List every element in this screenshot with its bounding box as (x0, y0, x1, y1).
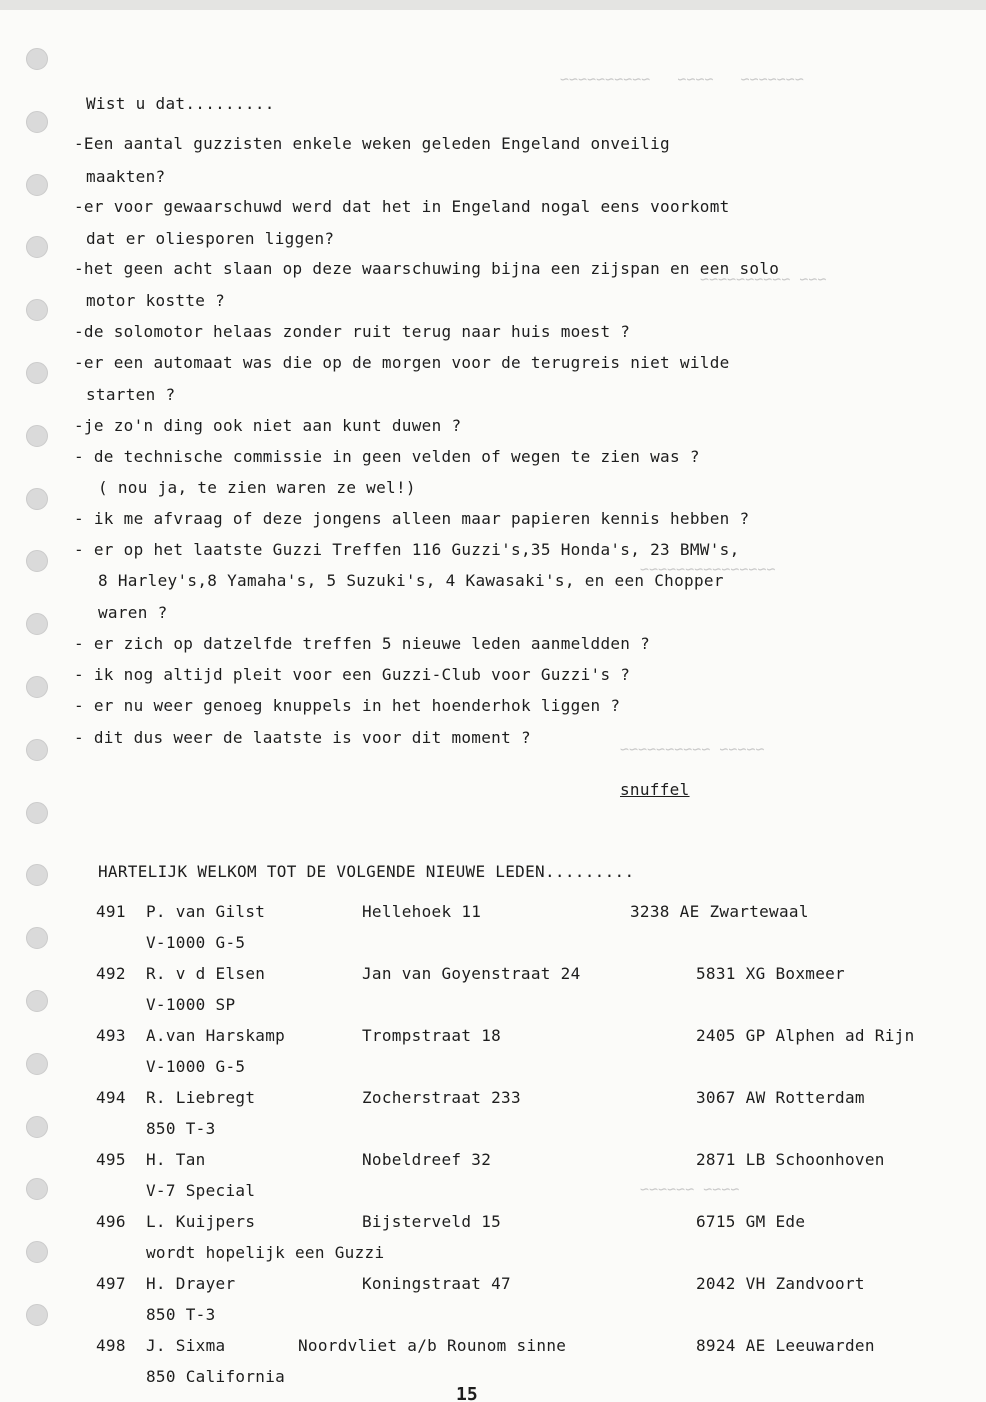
list-item: -Een aantal guzzisten enkele weken geleden Engeland onveilig (74, 134, 670, 153)
binder-hole (26, 236, 48, 258)
member-bike: wordt hopelijk een Guzzi (146, 1243, 385, 1262)
bleed-through: ~~~~~~~ ~~~~ ~~~~~~~~~~ (560, 70, 849, 88)
binder-hole (26, 362, 48, 384)
member-number: 498 (96, 1336, 126, 1355)
list-item: -je zo'n ding ook niet aan kunt duwen ? (74, 416, 462, 435)
binder-hole (26, 1241, 48, 1263)
member-address: Koningstraat 47 (362, 1274, 511, 1293)
member-number: 496 (96, 1212, 126, 1231)
signature: snuffel (620, 780, 690, 799)
list-item: starten ? (86, 385, 176, 404)
member-bike: 850 T-3 (146, 1119, 216, 1138)
binder-hole (26, 1116, 48, 1138)
binder-hole (26, 990, 48, 1012)
member-name: R. Liebregt (146, 1088, 256, 1107)
list-item: motor kostte ? (86, 291, 226, 310)
binder-hole (26, 927, 48, 949)
member-postal: 2042 VH Zandvoort (696, 1274, 865, 1293)
member-name: R. v d Elsen (146, 964, 266, 983)
list-item: - ik me afvraag of deze jongens alleen maar papieren kennis hebben ? (74, 509, 750, 528)
binder-hole (26, 1053, 48, 1075)
member-number: 494 (96, 1088, 126, 1107)
list-item: dat er oliesporen liggen? (86, 229, 335, 248)
member-postal: 6715 GM Ede (696, 1212, 806, 1231)
binder-hole (26, 1178, 48, 1200)
scan-top-edge (0, 0, 986, 10)
member-number: 492 (96, 964, 126, 983)
member-name: H. Drayer (146, 1274, 236, 1293)
binder-hole (26, 488, 48, 510)
binder-hole (26, 802, 48, 824)
list-item: - dit dus weer de laatste is voor dit moment ? (74, 728, 531, 747)
list-item: - er op het laatste Guzzi Treffen 116 Guzzi's,35 Honda's, 23 BMW's, (74, 540, 740, 559)
bleed-through: ~~~~ ~~~~~~ (640, 1180, 740, 1198)
member-postal: 2405 GP Alphen ad Rijn (696, 1026, 915, 1045)
member-bike: 850 California (146, 1367, 286, 1386)
binder-hole (26, 864, 48, 886)
member-name: H. Tan (146, 1150, 206, 1169)
list-item: - de technische commissie in geen velden of wegen te zien was ? (74, 447, 700, 466)
member-name: L. Kuijpers (146, 1212, 256, 1231)
member-postal: 3238 AE Zwartewaal (630, 902, 809, 921)
binder-hole (26, 613, 48, 635)
list-item: ( nou ja, te zien waren ze wel!) (98, 478, 416, 497)
member-address: Trompstraat 18 (362, 1026, 502, 1045)
list-item: maakten? (86, 167, 166, 186)
list-item: -er een automaat was die op de morgen voor de terugreis niet wilde (74, 353, 730, 372)
member-name: A.van Harskamp (146, 1026, 286, 1045)
member-address: Hellehoek 11 (362, 902, 482, 921)
list-item: waren ? (98, 603, 168, 622)
page-number: 15 (456, 1384, 478, 1402)
binder-hole (26, 48, 48, 70)
member-bike: V-1000 G-5 (146, 1057, 246, 1076)
list-item: -er voor gewaarschuwd werd dat het in Engeland nogal eens voorkomt (74, 197, 730, 216)
member-bike: 850 T-3 (146, 1305, 216, 1324)
member-bike: V-7 Special (146, 1181, 256, 1200)
binder-hole (26, 174, 48, 196)
list-item: 8 Harley's,8 Yamaha's, 5 Suzuki's, 4 Kawasaki's, en een Chopper (98, 571, 724, 590)
member-number: 497 (96, 1274, 126, 1293)
member-postal: 3067 AW Rotterdam (696, 1088, 865, 1107)
binder-hole (26, 299, 48, 321)
list-item: - er zich op datzelfde treffen 5 nieuwe leden aanmeldden ? (74, 634, 651, 653)
binder-hole (26, 1304, 48, 1326)
member-number: 495 (96, 1150, 126, 1169)
member-name: J. Sixma (146, 1336, 226, 1355)
member-address: Nobeldreef 32 (362, 1150, 492, 1169)
bleed-through: ~~~ ~~~~~~~~~~ (700, 270, 827, 288)
member-name: P. van Gilst (146, 902, 266, 921)
binder-hole (26, 550, 48, 572)
member-number: 493 (96, 1026, 126, 1045)
binder-hole (26, 676, 48, 698)
member-address: Jan van Goyenstraat 24 (362, 964, 581, 983)
list-item: - er nu weer genoeg knuppels in het hoenderhok liggen ? (74, 696, 621, 715)
welcome-heading: HARTELIJK WELKOM TOT DE VOLGENDE NIEUWE LEDEN......... (98, 862, 635, 881)
bleed-through: ~~~~~ ~~~~~~~~~~ (620, 740, 765, 758)
list-item: -het geen acht slaan op deze waarschuwing bijna een zijspan en een solo (74, 259, 780, 278)
member-postal: 2871 LB Schoonhoven (696, 1150, 885, 1169)
member-number: 491 (96, 902, 126, 921)
member-address: Bijsterveld 15 (362, 1212, 502, 1231)
intro-heading: Wist u dat......... (86, 94, 275, 113)
binder-hole (26, 111, 48, 133)
member-address: Zocherstraat 233 (362, 1088, 521, 1107)
bleed-through: ~~~~~~~~~~~~~~~ (640, 560, 776, 578)
binder-hole (26, 425, 48, 447)
binder-hole (26, 739, 48, 761)
list-item: - ik nog altijd pleit voor een Guzzi-Club voor Guzzi's ? (74, 665, 631, 684)
member-address: Noordvliet a/b Rounom sinne (298, 1336, 567, 1355)
member-bike: V-1000 SP (146, 995, 236, 1014)
member-postal: 5831 XG Boxmeer (696, 964, 845, 983)
member-bike: V-1000 G-5 (146, 933, 246, 952)
member-postal: 8924 AE Leeuwarden (696, 1336, 875, 1355)
list-item: -de solomotor helaas zonder ruit terug naar huis moest ? (74, 322, 631, 341)
